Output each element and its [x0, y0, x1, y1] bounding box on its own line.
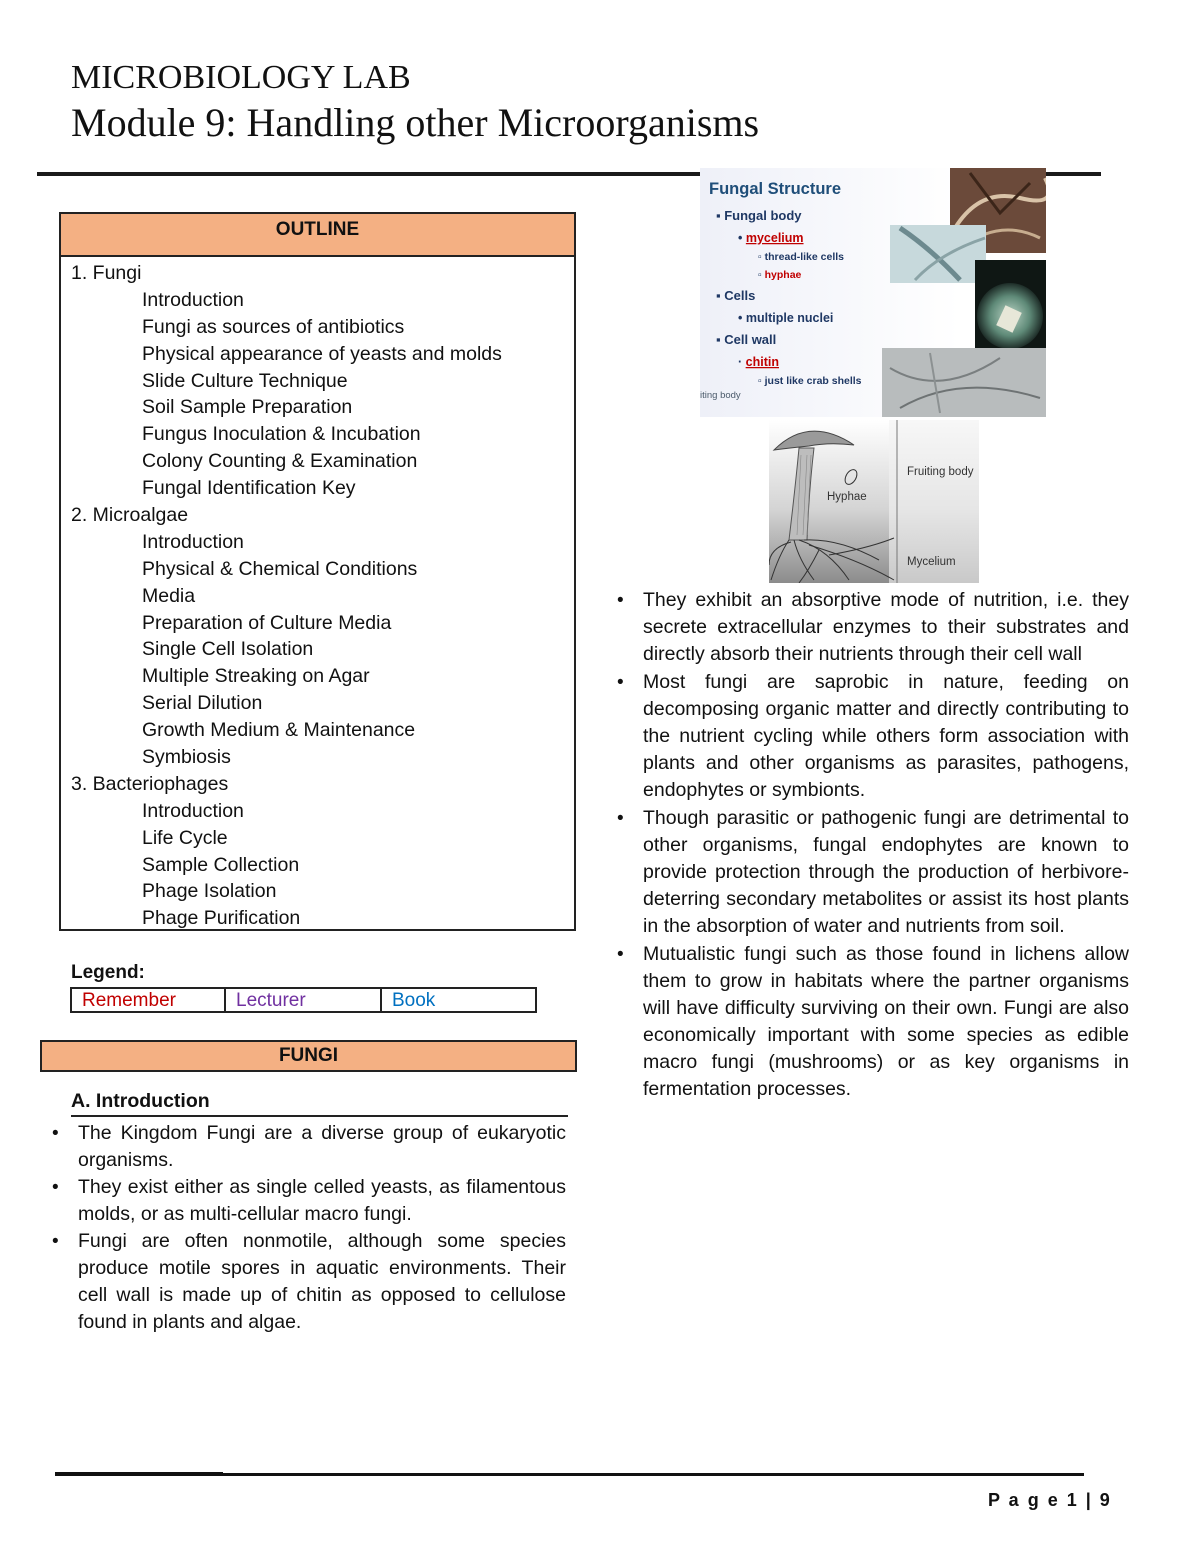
outline-section: 2. Microalgae — [71, 504, 189, 527]
figure-item: ▪ Cells — [716, 288, 756, 303]
outline-subitem: Phage Isolation — [142, 880, 277, 903]
list-item: • Most fungi are saprobic in nature, feeding on decomposing organic matter and directly contributing to the nutrient cycling while others form association with plants and other organisms as parasites, pathogens, endophytes or symbionts. — [615, 669, 1129, 804]
outline-subitem: Serial Dilution — [142, 692, 263, 715]
figure-item: ▪ Cell wall — [716, 332, 777, 347]
outline-subitem: Media — [142, 584, 196, 607]
fungi-section-heading: FUNGI — [40, 1040, 577, 1072]
figure-item: ▫ just like crab shells — [758, 375, 862, 387]
outline-subitem: Phage Purification — [142, 907, 301, 930]
cell-wall-micrograph — [882, 348, 1046, 417]
outline-subitem: Growth Medium & Maintenance — [142, 719, 416, 742]
figure-item: • mycelium — [738, 231, 804, 245]
outline-section: 3. Bacteriophages — [71, 772, 229, 795]
figure-item: ▫ hyphae — [758, 269, 802, 281]
figure-item: · chitin — [738, 355, 779, 369]
outline-subitem: Preparation of Culture Media — [142, 611, 392, 634]
introduction-bullets — [50, 1120, 566, 1336]
outline-subitem: Physical & Chemical Conditions — [142, 557, 418, 580]
outline-heading: OUTLINE — [61, 214, 574, 257]
outline-subitem: Introduction — [142, 530, 244, 553]
list-item: • The Kingdom Fungi are a diverse group of eukaryotic organisms. — [50, 1120, 566, 1174]
outline-subitem: Sample Collection — [142, 853, 300, 876]
outline-subitem: Fungi as sources of antibiotics — [142, 315, 405, 338]
list-item: • Fungi are often nonmotile, although some species produce motile spores in aquatic environments. Their cell wall is made up of chitin as opposed to cellulose found in plants and algae. — [50, 1228, 566, 1336]
footer-divider-left — [55, 1472, 223, 1476]
outline-list — [71, 260, 571, 932]
outline-subitem: Fungal Identification Key — [142, 477, 356, 500]
outline-subitem: Introduction — [142, 799, 244, 822]
figure-item: ▫ thread-like cells — [758, 251, 845, 263]
legend-lecturer: Lecturer — [226, 989, 382, 1011]
list-item: • Though parasitic or pathogenic fungi are detrimental to other organisms, fungal endophytes are known to provide protection through the production of herbivore-deterring secondary metabolites or assist its host plants in the absorption of water and nutrients from soil. — [615, 805, 1129, 940]
introduction-heading: A. Introduction — [71, 1090, 210, 1112]
document-title: MICROBIOLOGY LAB — [71, 59, 411, 96]
figure-item: • multiple nuclei — [738, 311, 834, 325]
figure-item: ▪ Fungal body — [716, 208, 802, 223]
list-item: • Mutualistic fungi such as those found in lichens allow them to grow in habitats where the partner organisms will have difficulty surviving on their own. Fungi are also economically important with some species as edible macro fungi (mushrooms) or as key organisms in fermentation processes. — [615, 941, 1129, 1103]
module-title: Module 9: Handling other Microorganisms — [71, 100, 760, 145]
outline-subitem: Single Cell Isolation — [142, 638, 314, 661]
outline-subitem: Introduction — [142, 288, 244, 311]
legend-label: Legend: — [71, 962, 145, 983]
footer-divider — [220, 1473, 1084, 1476]
figure-title: Fungal Structure — [709, 180, 842, 198]
label-fruiting-body: Fruiting body — [907, 466, 974, 478]
introduction-underline — [71, 1115, 568, 1117]
page-number: P a g e 1 | 9 — [988, 1490, 1112, 1510]
label-hyphae: Hyphae — [827, 491, 867, 503]
outline-subitem: Fungus Inoculation & Incubation — [142, 423, 421, 446]
outline-subitem: Soil Sample Preparation — [142, 396, 353, 419]
label-mycelium: Mycelium — [907, 556, 956, 568]
legend-book: Book — [392, 990, 436, 1011]
legend-remember: Remember — [72, 989, 226, 1011]
outline-subitem: Multiple Streaking on Agar — [142, 665, 370, 688]
outline-subitem: Life Cycle — [142, 826, 228, 849]
outline-subitem: Slide Culture Technique — [142, 369, 348, 392]
legend-table — [70, 987, 537, 1013]
outline-subitem: Symbiosis — [142, 746, 231, 769]
list-item: • They exist either as single celled yeasts, as filamentous molds, or as multi-cellular macro fungi. — [50, 1174, 566, 1228]
outline-subitem: Physical appearance of yeasts and molds — [142, 342, 502, 365]
outline-subitem: Colony Counting & Examination — [142, 450, 418, 473]
fungal-anatomy-diagram — [769, 420, 979, 583]
fungal-structure-figure — [700, 168, 1046, 417]
list-item: • They exhibit an absorptive mode of nutrition, i.e. they secrete extracellular enzymes to their substrates and directly absorb their nutrients through their cell wall — [615, 587, 1129, 668]
figure-cut-label: iting body — [700, 390, 741, 401]
fungi-characteristics-bullets — [615, 587, 1129, 1104]
outline-section: 1. Fungi — [71, 262, 142, 284]
